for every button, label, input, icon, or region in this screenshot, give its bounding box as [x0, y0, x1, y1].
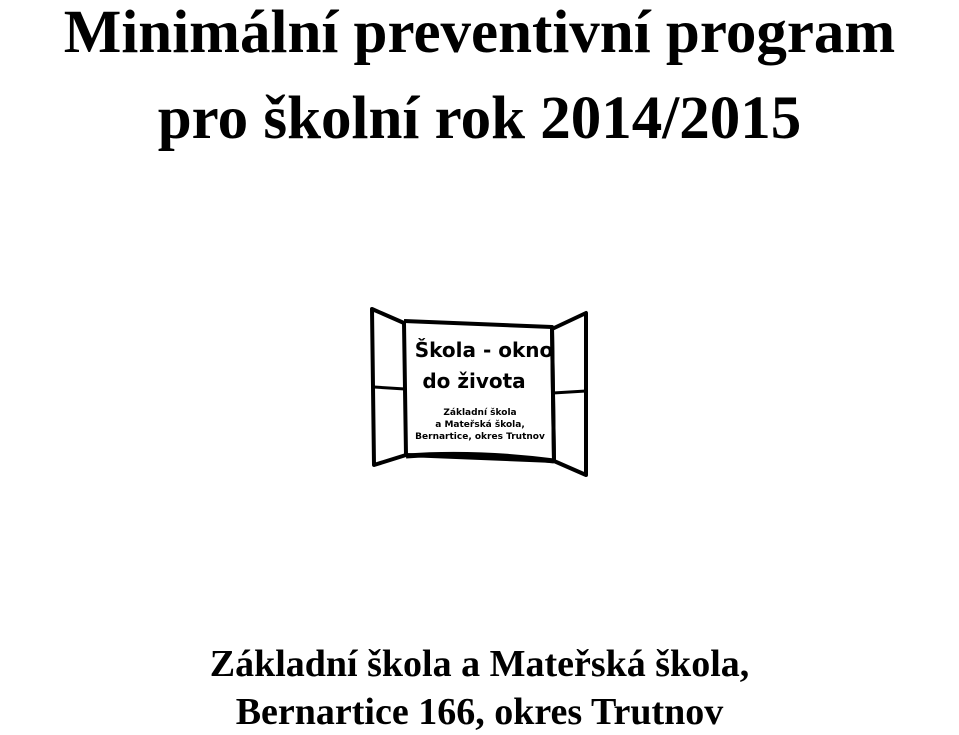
- school-address: Bernartice 166, okres Trutnov: [235, 691, 724, 733]
- logo-motto-line-1: Škola - okno: [414, 338, 554, 362]
- logo-motto-line-2: do života: [422, 369, 526, 393]
- school-name: Základní škola a Mateřská škola,: [209, 643, 750, 685]
- page-title-line-2: pro školní rok 2014/2015: [157, 85, 802, 152]
- logo-school-line-3: Bernartice, okres Trutnov: [415, 432, 545, 442]
- school-logo: [366, 305, 590, 480]
- logo-school-line-1: Základní škola: [443, 408, 517, 418]
- page-title-line-1: Minimální preventivní program: [63, 0, 896, 66]
- logo-school-line-2: a Mateřská škola,: [435, 420, 525, 430]
